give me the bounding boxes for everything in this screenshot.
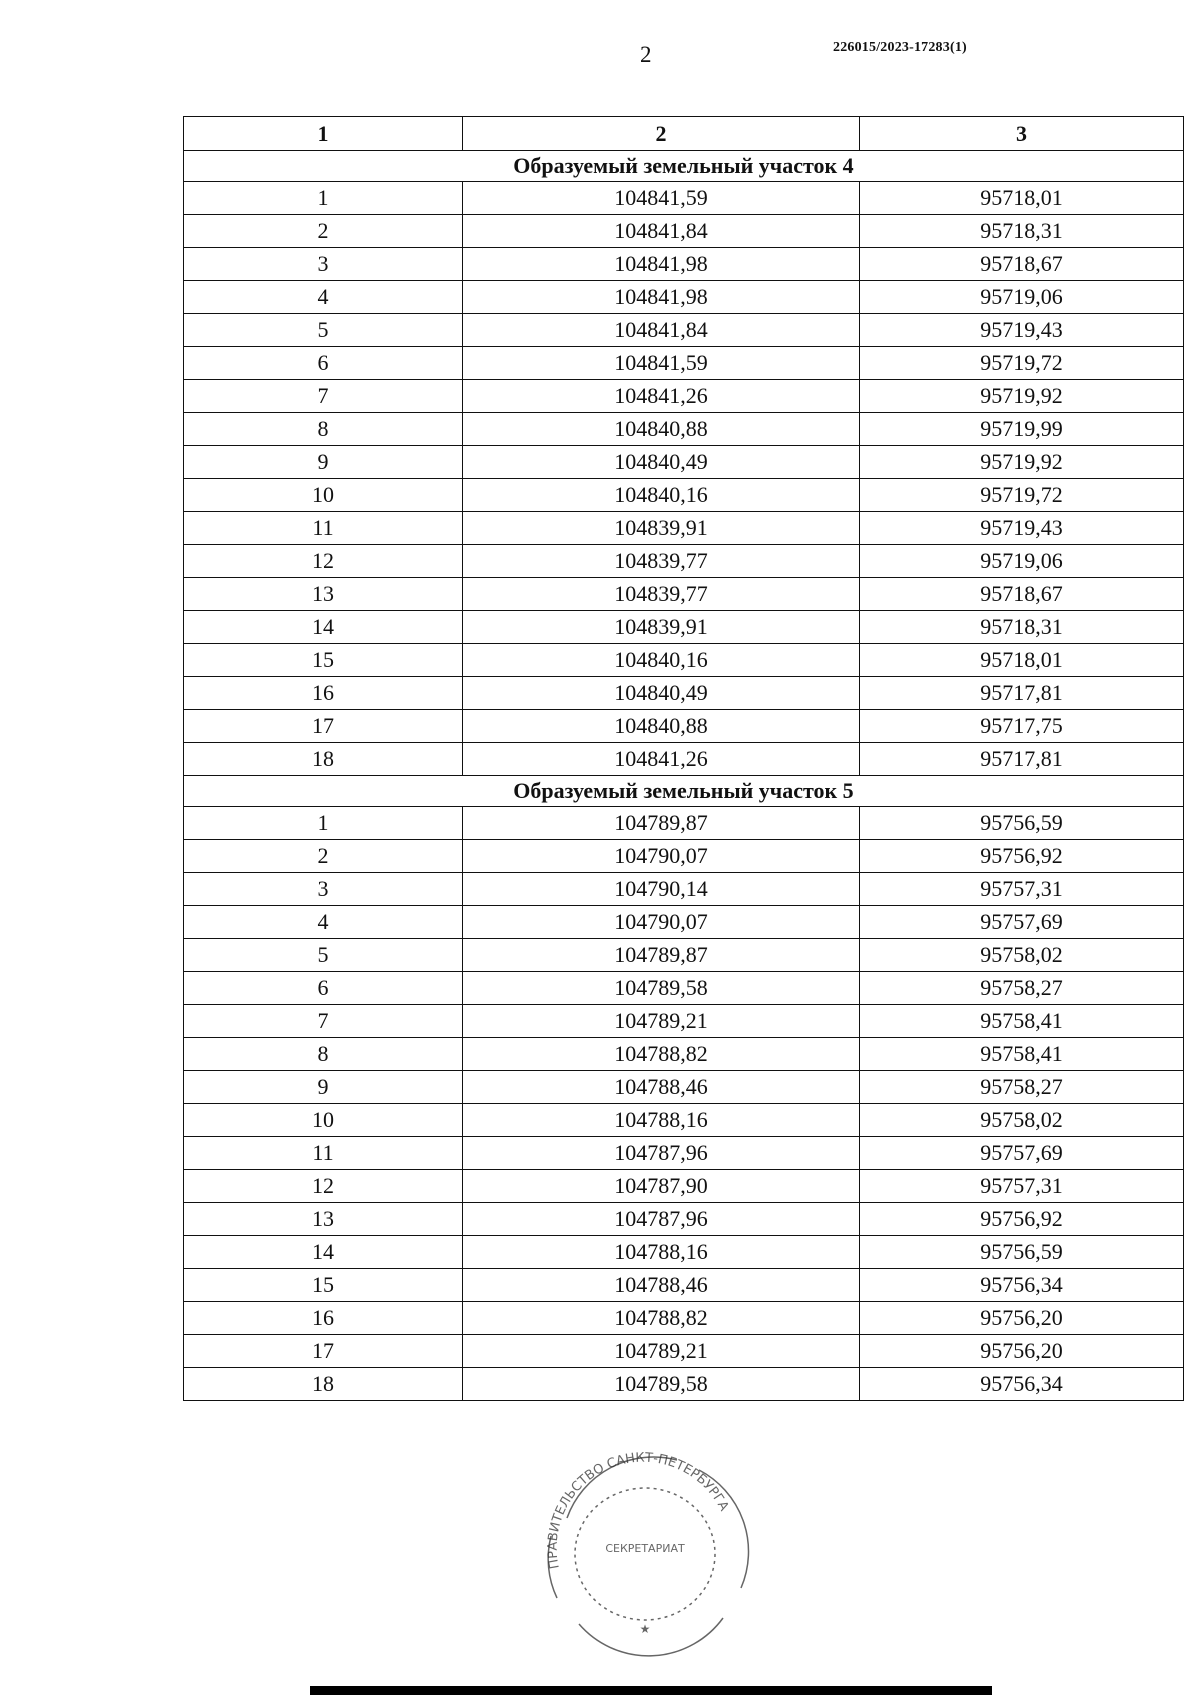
- x-coordinate-cell: 104790,14: [463, 873, 860, 906]
- table-row: [184, 1203, 1184, 1236]
- table-row: [184, 380, 1184, 413]
- x-coordinate-cell: 104788,82: [463, 1302, 860, 1335]
- y-coordinate-cell: 95718,31: [860, 215, 1184, 248]
- table-row: [184, 347, 1184, 380]
- table-row: [184, 840, 1184, 873]
- x-coordinate-cell: 104840,88: [463, 710, 860, 743]
- table-header-row: [184, 117, 1184, 151]
- x-coordinate-cell: 104789,58: [463, 972, 860, 1005]
- y-coordinate-cell: 95718,31: [860, 611, 1184, 644]
- point-number-cell: 14: [184, 611, 463, 644]
- point-number-cell: 8: [184, 413, 463, 446]
- point-number-cell: 17: [184, 710, 463, 743]
- y-coordinate-cell: 95758,02: [860, 1104, 1184, 1137]
- table-row: [184, 1071, 1184, 1104]
- table-row: [184, 873, 1184, 906]
- table-row: [184, 1104, 1184, 1137]
- table-row: [184, 1302, 1184, 1335]
- x-coordinate-cell: 104840,49: [463, 677, 860, 710]
- table-row: [184, 413, 1184, 446]
- table-row: [184, 972, 1184, 1005]
- y-coordinate-cell: 95719,06: [860, 545, 1184, 578]
- x-coordinate-cell: 104840,88: [463, 413, 860, 446]
- table-row: [184, 1170, 1184, 1203]
- bottom-scan-bar: [310, 1686, 992, 1695]
- x-coordinate-cell: 104788,16: [463, 1236, 860, 1269]
- point-number-cell: 14: [184, 1236, 463, 1269]
- y-coordinate-cell: 95719,06: [860, 281, 1184, 314]
- table-row: [184, 710, 1184, 743]
- seal-star-icon: ★: [639, 1622, 651, 1636]
- x-coordinate-cell: 104841,59: [463, 347, 860, 380]
- point-number-cell: 11: [184, 1137, 463, 1170]
- x-coordinate-cell: 104787,96: [463, 1137, 860, 1170]
- x-coordinate-cell: 104789,21: [463, 1005, 860, 1038]
- y-coordinate-cell: 95756,34: [860, 1269, 1184, 1302]
- x-coordinate-cell: 104788,46: [463, 1269, 860, 1302]
- point-number-cell: 8: [184, 1038, 463, 1071]
- y-coordinate-cell: 95718,67: [860, 248, 1184, 281]
- table-row: [184, 1137, 1184, 1170]
- point-number-cell: 2: [184, 215, 463, 248]
- x-coordinate-cell: 104841,26: [463, 380, 860, 413]
- official-seal: [527, 1448, 762, 1658]
- y-coordinate-cell: 95719,99: [860, 413, 1184, 446]
- x-coordinate-cell: 104839,91: [463, 611, 860, 644]
- point-number-cell: 12: [184, 545, 463, 578]
- y-coordinate-cell: 95719,92: [860, 446, 1184, 479]
- point-number-cell: 10: [184, 479, 463, 512]
- y-coordinate-cell: 95758,02: [860, 939, 1184, 972]
- point-number-cell: 18: [184, 1368, 463, 1401]
- table-row: [184, 446, 1184, 479]
- point-number-cell: 15: [184, 1269, 463, 1302]
- column-header: 2: [463, 117, 860, 151]
- table-row: [184, 545, 1184, 578]
- x-coordinate-cell: 104840,16: [463, 479, 860, 512]
- point-number-cell: 18: [184, 743, 463, 776]
- table-row: [184, 1005, 1184, 1038]
- table-row: [184, 644, 1184, 677]
- x-coordinate-cell: 104790,07: [463, 906, 860, 939]
- table-row: [184, 939, 1184, 972]
- table-row: [184, 215, 1184, 248]
- x-coordinate-cell: 104841,59: [463, 182, 860, 215]
- y-coordinate-cell: 95756,59: [860, 1236, 1184, 1269]
- y-coordinate-cell: 95719,72: [860, 479, 1184, 512]
- section-title-row: [184, 776, 1184, 807]
- y-coordinate-cell: 95756,59: [860, 807, 1184, 840]
- point-number-cell: 4: [184, 906, 463, 939]
- point-number-cell: 9: [184, 446, 463, 479]
- y-coordinate-cell: 95757,69: [860, 906, 1184, 939]
- seal-center-text: СЕКРЕТАРИАТ: [605, 1542, 685, 1555]
- y-coordinate-cell: 95718,01: [860, 644, 1184, 677]
- y-coordinate-cell: 95717,81: [860, 677, 1184, 710]
- x-coordinate-cell: 104840,49: [463, 446, 860, 479]
- y-coordinate-cell: 95756,92: [860, 840, 1184, 873]
- y-coordinate-cell: 95757,31: [860, 873, 1184, 906]
- x-coordinate-cell: 104789,87: [463, 939, 860, 972]
- point-number-cell: 1: [184, 182, 463, 215]
- table-row: [184, 182, 1184, 215]
- table-row: [184, 281, 1184, 314]
- x-coordinate-cell: 104787,90: [463, 1170, 860, 1203]
- table-body: [184, 151, 1184, 1401]
- section-title-row: [184, 151, 1184, 182]
- x-coordinate-cell: 104839,77: [463, 545, 860, 578]
- x-coordinate-cell: 104841,98: [463, 281, 860, 314]
- y-coordinate-cell: 95756,20: [860, 1335, 1184, 1368]
- point-number-cell: 2: [184, 840, 463, 873]
- point-number-cell: 5: [184, 939, 463, 972]
- table-row: [184, 807, 1184, 840]
- column-header: 3: [860, 117, 1184, 151]
- table-row: [184, 906, 1184, 939]
- section-title: Образуемый земельный участок 4: [184, 151, 1184, 182]
- point-number-cell: 7: [184, 380, 463, 413]
- table-row: [184, 248, 1184, 281]
- y-coordinate-cell: 95758,41: [860, 1038, 1184, 1071]
- table-row: [184, 479, 1184, 512]
- point-number-cell: 3: [184, 873, 463, 906]
- y-coordinate-cell: 95758,27: [860, 1071, 1184, 1104]
- x-coordinate-cell: 104790,07: [463, 840, 860, 873]
- point-number-cell: 9: [184, 1071, 463, 1104]
- point-number-cell: 12: [184, 1170, 463, 1203]
- x-coordinate-cell: 104841,84: [463, 215, 860, 248]
- table-row: [184, 611, 1184, 644]
- section-title: Образуемый земельный участок 5: [184, 776, 1184, 807]
- x-coordinate-cell: 104788,16: [463, 1104, 860, 1137]
- y-coordinate-cell: 95717,75: [860, 710, 1184, 743]
- table-row: [184, 1236, 1184, 1269]
- table-row: [184, 578, 1184, 611]
- point-number-cell: 3: [184, 248, 463, 281]
- x-coordinate-cell: 104841,98: [463, 248, 860, 281]
- x-coordinate-cell: 104787,96: [463, 1203, 860, 1236]
- y-coordinate-cell: 95719,92: [860, 380, 1184, 413]
- x-coordinate-cell: 104789,58: [463, 1368, 860, 1401]
- point-number-cell: 6: [184, 972, 463, 1005]
- y-coordinate-cell: 95719,43: [860, 512, 1184, 545]
- table-row: [184, 512, 1184, 545]
- point-number-cell: 13: [184, 1203, 463, 1236]
- point-number-cell: 7: [184, 1005, 463, 1038]
- y-coordinate-cell: 95717,81: [860, 743, 1184, 776]
- page-number: 2: [640, 42, 652, 67]
- x-coordinate-cell: 104789,87: [463, 807, 860, 840]
- table-row: [184, 314, 1184, 347]
- point-number-cell: 13: [184, 578, 463, 611]
- document-id: 226015/2023-17283(1): [833, 40, 967, 55]
- y-coordinate-cell: 95718,01: [860, 182, 1184, 215]
- x-coordinate-cell: 104840,16: [463, 644, 860, 677]
- y-coordinate-cell: 95758,41: [860, 1005, 1184, 1038]
- point-number-cell: 17: [184, 1335, 463, 1368]
- table-row: [184, 743, 1184, 776]
- x-coordinate-cell: 104789,21: [463, 1335, 860, 1368]
- x-coordinate-cell: 104841,26: [463, 743, 860, 776]
- y-coordinate-cell: 95719,43: [860, 314, 1184, 347]
- x-coordinate-cell: 104839,77: [463, 578, 860, 611]
- x-coordinate-cell: 104788,46: [463, 1071, 860, 1104]
- column-header: 1: [184, 117, 463, 151]
- table-row: [184, 1269, 1184, 1302]
- x-coordinate-cell: 104788,82: [463, 1038, 860, 1071]
- y-coordinate-cell: 95757,69: [860, 1137, 1184, 1170]
- point-number-cell: 4: [184, 281, 463, 314]
- point-number-cell: 16: [184, 1302, 463, 1335]
- y-coordinate-cell: 95758,27: [860, 972, 1184, 1005]
- point-number-cell: 10: [184, 1104, 463, 1137]
- table-row: [184, 1368, 1184, 1401]
- point-number-cell: 1: [184, 807, 463, 840]
- coordinates-table: [183, 116, 1184, 1401]
- point-number-cell: 11: [184, 512, 463, 545]
- y-coordinate-cell: 95757,31: [860, 1170, 1184, 1203]
- y-coordinate-cell: 95719,72: [860, 347, 1184, 380]
- y-coordinate-cell: 95756,92: [860, 1203, 1184, 1236]
- table-row: [184, 677, 1184, 710]
- y-coordinate-cell: 95756,34: [860, 1368, 1184, 1401]
- x-coordinate-cell: 104841,84: [463, 314, 860, 347]
- point-number-cell: 6: [184, 347, 463, 380]
- y-coordinate-cell: 95756,20: [860, 1302, 1184, 1335]
- y-coordinate-cell: 95718,67: [860, 578, 1184, 611]
- x-coordinate-cell: 104839,91: [463, 512, 860, 545]
- point-number-cell: 15: [184, 644, 463, 677]
- table-row: [184, 1335, 1184, 1368]
- seal-outer-text: ПРАВИТЕЛЬСТВО САНКТ-ПЕТЕРБУРГА: [545, 1450, 732, 1571]
- point-number-cell: 16: [184, 677, 463, 710]
- point-number-cell: 5: [184, 314, 463, 347]
- table-row: [184, 1038, 1184, 1071]
